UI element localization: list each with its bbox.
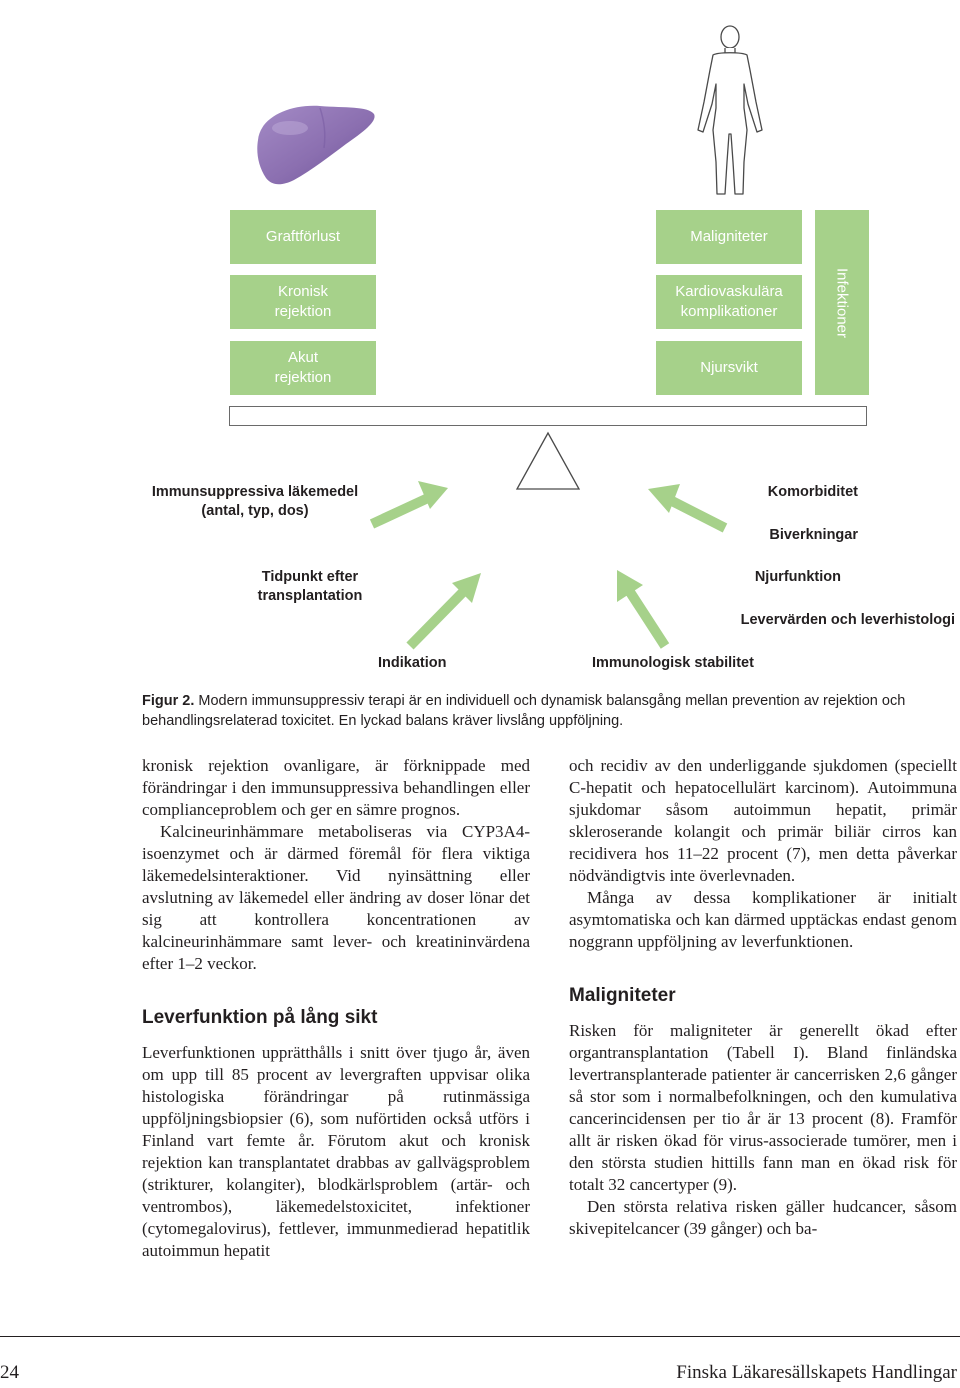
footer-rule: [0, 1336, 960, 1337]
box-renal-failure-label: Njursvikt: [700, 359, 758, 376]
caption-text: Modern immunsuppressiv terapi är en individuell och dynamisk balansgång mellan prevention av rejektion och behandlingsrelaterad toxicitet. En lyckad balans kräver livslång uppföljning.: [142, 693, 906, 729]
left-paragraph-2: Kalcineurinhämmare metaboliseras via CYP3A4-isoenzymet och är därmed föremål för flera viktiga läkemedelsinteraktioner. Vid nyinsättning eller avslutning av läkemedel eller ändring av doser lönar det sig att kontrollera koncentrationen av kalcineurinhämmare samt lever- och kreatininvärdena efter 1–2 veckor.: [142, 822, 530, 973]
factor-comorbidity: Komorbiditet: [767, 484, 858, 500]
journal-name: Finska Läkaresällskapets Handlingar: [676, 1362, 957, 1383]
factor-kidney: Njurfunktion: [754, 569, 841, 585]
box-acute-rejection-label: Akut rejektion: [274, 349, 332, 386]
right-paragraph-3: Risken för maligniteter är generellt ökad efter organtransplantation (Tabell I). Bland finländska levertransplanterade patienter är cancerrisken 2,6 gånger så stor som i normalbefolkningen, och den kumulativa cancerincidensen per tio år är 13 procent (8). Framför allt är risken ökad för virus-associerade tumörer, men i den största studien hittills fann man en ökad risk för totalt 32 cancertyper (9).: [569, 1021, 957, 1194]
right-column: [569, 755, 957, 1240]
box-infections-label: Infektioner: [833, 267, 851, 338]
arrow-medication: [372, 481, 448, 524]
caption-label: Figur 2.: [142, 693, 195, 709]
factor-medication: Immunsuppressiva läkemedel (antal, typ, dos): [151, 484, 359, 519]
factor-immunological: Immunologisk stabilitet: [592, 655, 754, 671]
right-paragraph-1: och recidiv av den underliggande sjukdomen (speciellt C-hepatit och hepatocellulärt karcinom). Autoimmuna sjukdomar såsom autoimmun hepatit, primär skleroserande kolangit och primär biliär cirros kan recidivera hos 11–22 procent (7), men detta påverkar nödvändigtvis inte överlevnaden.: [569, 756, 957, 885]
box-malignancies-label: Maligniteter: [690, 228, 768, 245]
left-paragraph-1: kronisk rejektion ovanligare, är förknippade med förändringar i den immunsuppressiva behandlingen eller complianceproblem och ger en sämre prognos.: [142, 756, 530, 819]
box-graft-loss-label: Graftförlust: [265, 228, 341, 245]
left-paragraph-3: Leverfunktionen upprätthålls i snitt över tjugo år, även om upp till 85 procent av levergraften uppvisar olika histologiska förändringar på rutinmässiga uppföljningsbiopsier (6), som nuförtiden också utförs i Finland vart femte år. Förutom akut och kronisk rejektion kan transplantatet drabbas av gallvägsproblem (strikturer, kolangiter), blodkärlsproblem (artär- och ventrombos), läkemedelstoxicitet, infektioner (cytomegalovirus), fettlever, immunmedierad hepatitlik autoimmun hepatit: [142, 1043, 530, 1260]
left-column: [142, 755, 530, 1262]
factor-time: Tidpunkt efter transplantation: [257, 569, 363, 604]
right-paragraph-2: Många av dessa komplikationer är initialt asymtomatiska och kan därmed upptäckas endast genom noggrann uppföljning av leverfunktionen.: [569, 888, 957, 951]
box-cardiovascular-label: Kardiovaskulära komplikationer: [675, 283, 783, 320]
page-number: 24: [0, 1362, 19, 1383]
factor-indication: Indikation: [378, 655, 447, 671]
heading-liver-function: Leverfunktion på lång sikt: [142, 1007, 378, 1028]
box-chronic-rejection-label: Kronisk rejektion: [274, 283, 332, 320]
figure-caption: [142, 691, 922, 731]
heading-malignancies: Maligniteter: [569, 985, 676, 1006]
factor-side-effects: Biverkningar: [769, 527, 858, 543]
factor-liver: Levervärden och leverhistologi: [740, 612, 955, 628]
right-paragraph-4: Den största relativa risken gäller hudcancer, såsom skivepitelcancer (39 gånger) och ba-: [569, 1197, 957, 1238]
arrow-time: [410, 573, 481, 646]
